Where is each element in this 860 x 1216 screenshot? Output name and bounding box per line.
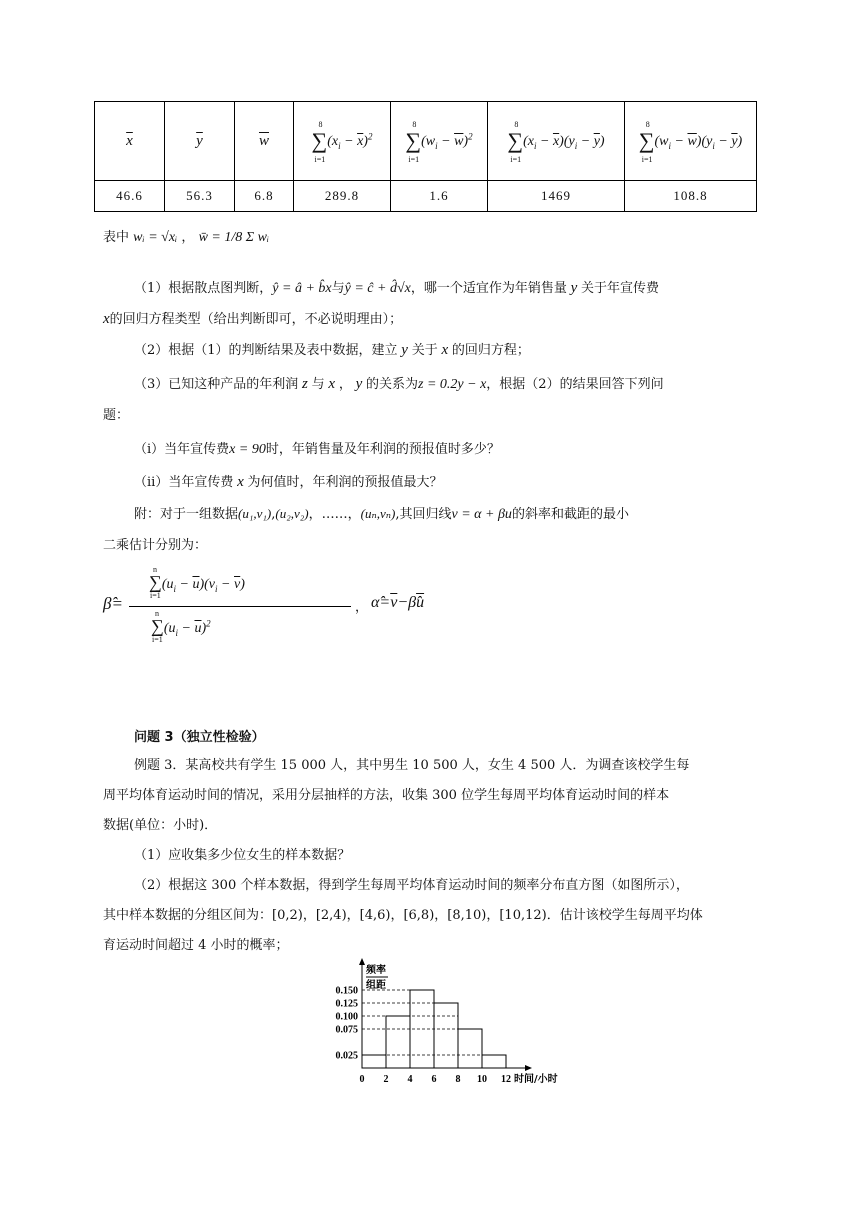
wbar-definition: w̄ = 1/8 Σ wᵢ — [198, 230, 270, 245]
x-tick-label: 10 — [477, 1074, 487, 1085]
beta-numerator: ∑ n i=1 $(u_i - \overline{u})(v_i - \overline{v})$ — [149, 565, 245, 600]
value-sum-xx: 289.8 — [294, 181, 391, 212]
y-axis-arrow — [359, 958, 365, 965]
table-note: 表中 wᵢ = √xᵢ ， w̄ = 1/8 Σ wᵢ — [103, 230, 270, 245]
question-2: （2）根据（1）的判断结果及表中数据，建立 y 关于 x 的回归方程； — [134, 342, 530, 358]
x-tick-label: 2 — [383, 1074, 389, 1085]
histogram-bar — [482, 1055, 506, 1068]
beta-hat-symbol: β̂= — [103, 594, 123, 613]
x-tick-label: 12 — [501, 1074, 511, 1085]
problem-3-part-1: （1）应收集多少位女生的样本数据？ — [134, 848, 351, 863]
y-tick-label: 0.100 — [335, 1011, 358, 1023]
y-axis-label-top: 频率 — [366, 965, 386, 976]
header-sum-xx: ∑ 8 i=1 $(x_i - \overline{x})^2$ — [294, 102, 391, 181]
model-linear: ŷ = â + b̂x — [272, 281, 332, 296]
regression-line: v = α + βu — [451, 507, 512, 522]
question-1-line-1: （1）根据散点图判断，ŷ = â + b̂x与ŷ = ĉ + d̂√x，哪一个适宜作为年销售量 y 关于年宣传费 — [134, 280, 660, 296]
problem-3-part-2-line-3: 育运动时间超过 4 小时的概率； — [103, 938, 289, 953]
y-tick-label: 0.075 — [335, 1024, 358, 1036]
model-sqrt: ŷ = ĉ + d̂√x — [344, 281, 411, 296]
x-axis-label: 时间/小时 — [514, 1074, 558, 1085]
question-3-ii: （ii）当年宣传费 x 为何值时，年利润的预报值最大？ — [134, 474, 443, 490]
appendix-line-2: 二乘估计分别为： — [103, 538, 208, 553]
question-1-line-2: x的回归方程类型（给出判断即可，不必说明理由）； — [103, 311, 403, 327]
x-tick-label: 4 — [407, 1074, 413, 1085]
beta-denominator: ∑ n i=1 $(u_i - \overline{u})^2$ — [151, 609, 211, 644]
w-definition: wᵢ = √xᵢ — [133, 230, 178, 245]
header-ybar: $\overline{y}$ — [165, 102, 235, 181]
histogram-bar — [386, 1016, 410, 1068]
histogram-bar — [362, 1055, 386, 1068]
header-sum-ww: ∑ 8 i=1 $(w_i - \overline{w})^2$ — [391, 102, 488, 181]
problem-3-line-3: 数据(单位：小时)． — [103, 818, 218, 833]
frequency-histogram — [320, 958, 580, 1098]
header-xbar: $\overline{x}$ — [95, 102, 165, 181]
statistics-table — [94, 101, 757, 212]
value-ybar: 56.3 — [165, 181, 235, 212]
profit-relation: z = 0.2y − x — [418, 377, 487, 392]
x-tick-label: 0 — [359, 1074, 365, 1085]
y-tick-label: 0.150 — [335, 985, 358, 997]
y-tick-label: 0.125 — [335, 998, 358, 1010]
y-axis-label-bottom: 组距 — [366, 980, 386, 991]
histogram-bar — [434, 1003, 458, 1068]
x-axis-arrow — [525, 1065, 532, 1071]
question-3-line-2: 题： — [103, 408, 130, 423]
problem-3-title: 问题 3（独立性检验） — [134, 730, 265, 745]
least-squares-formula: β̂= ∑ n i=1 $(u_i - \overline{u})(v_i - \overline{v})$ ∑ n i=1 $(u_i - \overline{u})^2$ ， $\alphâ=\overline{v}-\betâ\overline{u}$ — [103, 565, 425, 644]
problem-3-line-1: 例题 3．某高校共有学生 15 000 人，其中男生 10 500 人，女生 4 500 人．为调查该校学生每 — [134, 758, 690, 773]
question-3-i: （i）当年宣传费x = 90时，年销售量及年利润的预报值时多少？ — [134, 442, 500, 457]
appendix-line-1: 附：对于一组数据(u₁,v₁),(u₂,v₂)，……，(uₙ,vₙ),其回归线v = α + βu的斜率和截距的最小 — [134, 506, 629, 522]
value-xbar: 46.6 — [95, 181, 165, 212]
fraction-bar — [129, 606, 351, 607]
ad-value: x = 90 — [229, 442, 266, 457]
header-sum-wy: ∑ 8 i=1 $(w_i - \overline{w})(y_i - \overline{y})$ — [625, 102, 757, 181]
value-sum-wy: 108.8 — [625, 181, 757, 212]
header-sum-xy: ∑ 8 i=1 $(x_i - \overline{x})(y_i - \overline{y})$ — [488, 102, 625, 181]
problem-3-part-2-line-2: 其中样本数据的分组区间为：[0,2)，[2,4)，[4,6)，[6,8)，[8,10)，[10,12)．估计该校学生每周平均体 — [103, 908, 703, 923]
value-sum-ww: 1.6 — [391, 181, 488, 212]
x-tick-label: 6 — [431, 1074, 437, 1085]
value-sum-xy: 1469 — [488, 181, 625, 212]
problem-3-part-2-line-1: （2）根据这 300 个样本数据，得到学生每周平均体育运动时间的频率分布直方图（如图所示）， — [134, 878, 689, 893]
question-3-line-1: （3）已知这种产品的年利润 z 与 x ， y 的关系为z = 0.2y − x，根据（2）的结果回答下列问 — [134, 376, 664, 392]
header-wbar: $\overline{w}$ — [235, 102, 294, 181]
y-tick-label: 0.025 — [335, 1050, 358, 1062]
x-tick-label: 8 — [455, 1074, 461, 1085]
histogram-bar — [458, 1029, 482, 1068]
value-wbar: 6.8 — [235, 181, 294, 212]
alpha-formula: $\alphâ=\overline{v}-\betâ\overline{u}$ — [371, 594, 425, 611]
problem-3-line-2: 周平均体育运动时间的情况，采用分层抽样的方法，收集 300 位学生每周平均体育运动时间的样本 — [103, 788, 670, 803]
